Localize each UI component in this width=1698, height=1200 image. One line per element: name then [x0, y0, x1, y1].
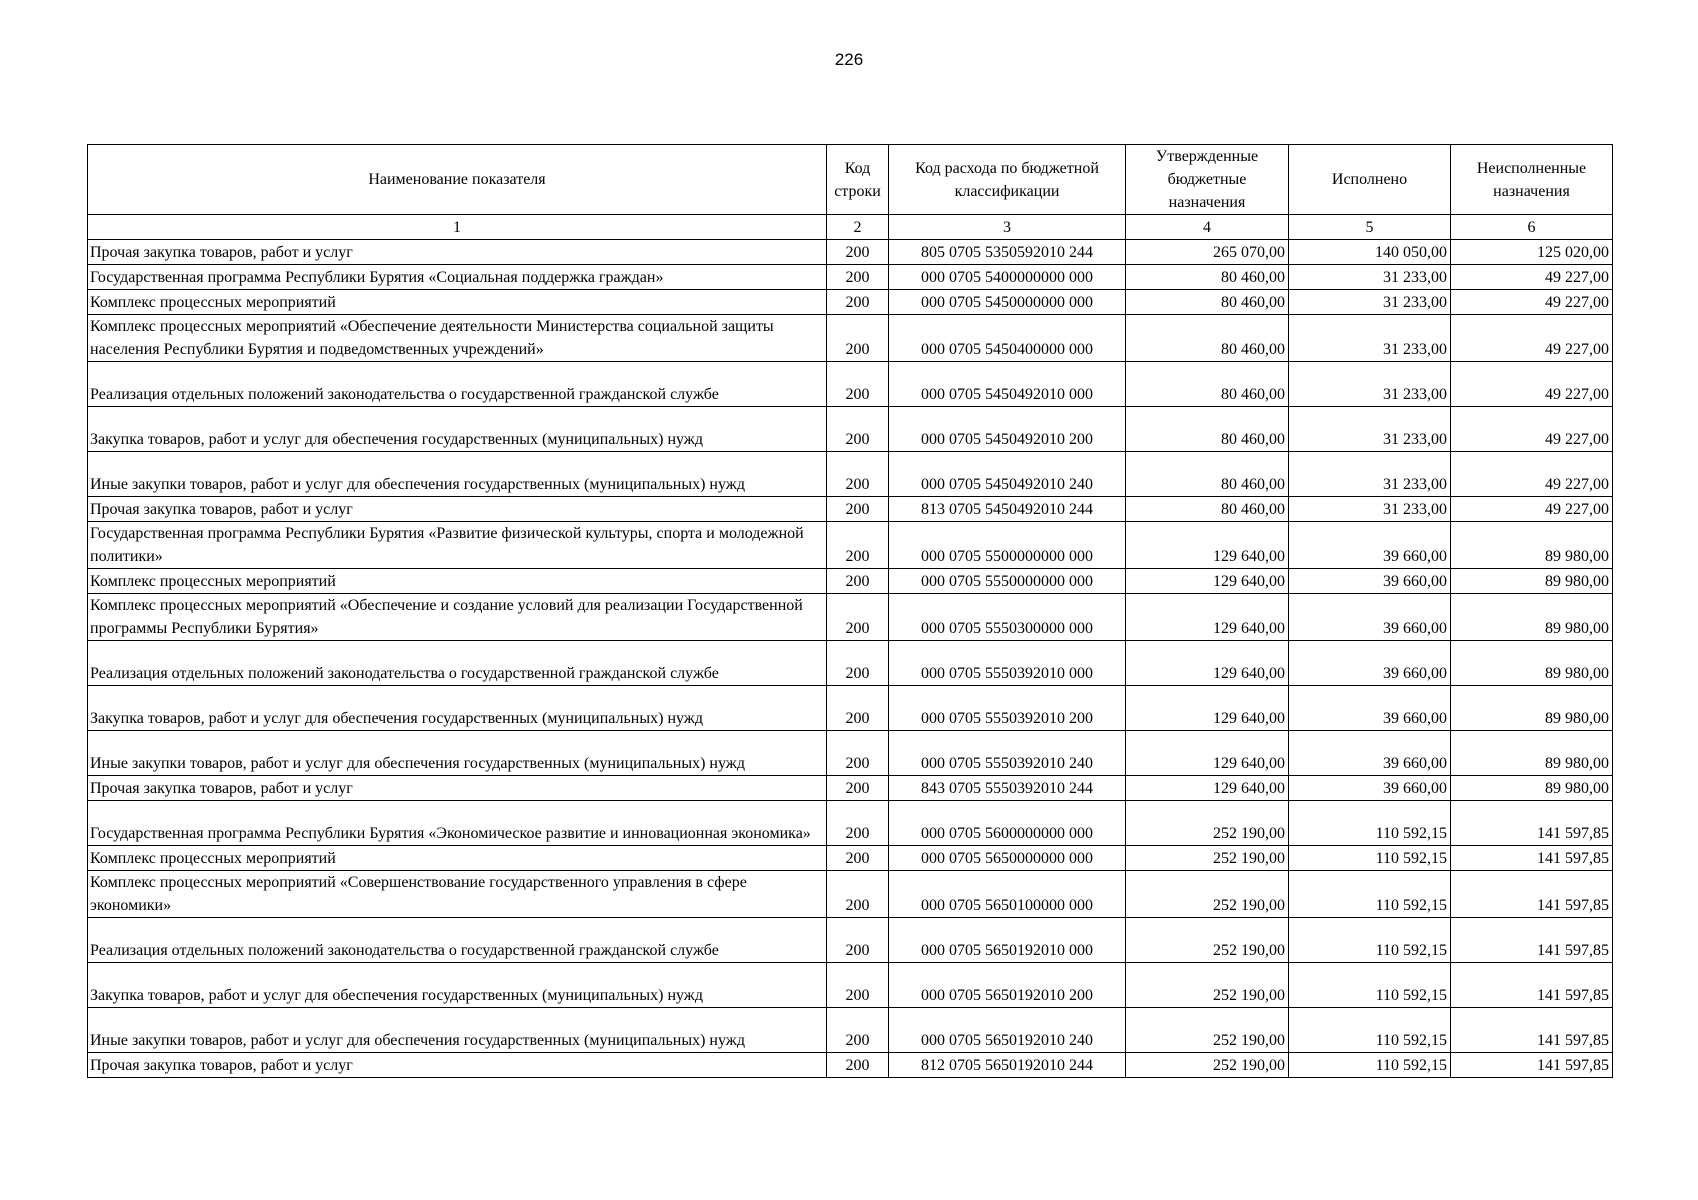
row-approved-amount: 129 640,00	[1126, 776, 1289, 801]
row-expense-code: 000 0705 5550392010 240	[889, 731, 1126, 776]
row-line-code: 200	[827, 522, 889, 569]
table-row	[88, 569, 1613, 594]
row-approved-amount: 252 190,00	[1126, 1008, 1289, 1053]
row-line-code: 200	[827, 871, 889, 918]
row-line-code: 200	[827, 594, 889, 641]
row-line-code: 200	[827, 801, 889, 846]
row-executed-amount: 31 233,00	[1289, 265, 1451, 290]
row-line-code: 200	[827, 918, 889, 963]
row-unexecuted-amount: 49 227,00	[1451, 290, 1613, 315]
row-approved-amount: 252 190,00	[1126, 871, 1289, 918]
table-row	[88, 290, 1613, 315]
row-expense-code: 000 0705 5650192010 000	[889, 918, 1126, 963]
row-unexecuted-amount: 49 227,00	[1451, 265, 1613, 290]
row-executed-amount: 110 592,15	[1289, 1053, 1451, 1078]
row-executed-amount: 110 592,15	[1289, 963, 1451, 1008]
row-line-code: 200	[827, 641, 889, 686]
table-row	[88, 594, 1613, 641]
header-indicator-name: Наименование показателя	[88, 145, 827, 215]
row-expense-code: 812 0705 5650192010 244	[889, 1053, 1126, 1078]
row-approved-amount: 80 460,00	[1126, 265, 1289, 290]
row-executed-amount: 110 592,15	[1289, 801, 1451, 846]
row-line-code: 200	[827, 963, 889, 1008]
row-expense-code: 000 0705 5550300000 000	[889, 594, 1126, 641]
row-indicator-name: Комплекс процессных мероприятий «Обеспечение деятельности Министерства социальной защиты населения Республики Бурятия и подведомственных учреждений»	[88, 315, 827, 362]
row-expense-code: 000 0705 5600000000 000	[889, 801, 1126, 846]
column-number: 5	[1289, 215, 1451, 240]
row-indicator-name: Иные закупки товаров, работ и услуг для обеспечения государственных (муниципальных) нужд	[88, 452, 827, 497]
column-number: 6	[1451, 215, 1613, 240]
row-indicator-name: Государственная программа Республики Бурятия «Экономическое развитие и инновационная экономика»	[88, 801, 827, 846]
table-body	[88, 240, 1613, 1078]
table-row	[88, 963, 1613, 1008]
table-row	[88, 497, 1613, 522]
row-indicator-name: Государственная программа Республики Бурятия «Развитие физической культуры, спорта и молодежной политики»	[88, 522, 827, 569]
row-indicator-name: Прочая закупка товаров, работ и услуг	[88, 497, 827, 522]
row-approved-amount: 129 640,00	[1126, 594, 1289, 641]
row-indicator-name: Прочая закупка товаров, работ и услуг	[88, 1053, 827, 1078]
row-indicator-name: Закупка товаров, работ и услуг для обеспечения государственных (муниципальных) нужд	[88, 407, 827, 452]
row-executed-amount: 39 660,00	[1289, 641, 1451, 686]
row-expense-code: 813 0705 5450492010 244	[889, 497, 1126, 522]
table-row	[88, 362, 1613, 407]
row-approved-amount: 80 460,00	[1126, 497, 1289, 522]
column-number: 1	[88, 215, 827, 240]
row-unexecuted-amount: 89 980,00	[1451, 569, 1613, 594]
row-executed-amount: 39 660,00	[1289, 594, 1451, 641]
row-expense-code: 000 0705 5650000000 000	[889, 846, 1126, 871]
row-approved-amount: 80 460,00	[1126, 290, 1289, 315]
row-indicator-name: Комплекс процессных мероприятий	[88, 290, 827, 315]
row-expense-code: 000 0705 5450400000 000	[889, 315, 1126, 362]
page-number: 226	[834, 50, 864, 69]
row-line-code: 200	[827, 846, 889, 871]
row-unexecuted-amount: 49 227,00	[1451, 497, 1613, 522]
row-executed-amount: 31 233,00	[1289, 407, 1451, 452]
row-unexecuted-amount: 89 980,00	[1451, 776, 1613, 801]
row-approved-amount: 252 190,00	[1126, 846, 1289, 871]
row-line-code: 200	[827, 731, 889, 776]
row-approved-amount: 129 640,00	[1126, 731, 1289, 776]
row-approved-amount: 252 190,00	[1126, 1053, 1289, 1078]
row-approved-amount: 252 190,00	[1126, 918, 1289, 963]
table-row	[88, 801, 1613, 846]
table-row	[88, 265, 1613, 290]
row-approved-amount: 80 460,00	[1126, 362, 1289, 407]
row-expense-code: 805 0705 5350592010 244	[889, 240, 1126, 265]
row-line-code: 200	[827, 407, 889, 452]
table-row	[88, 686, 1613, 731]
table-row	[88, 871, 1613, 918]
row-line-code: 200	[827, 362, 889, 407]
row-expense-code: 000 0705 5550000000 000	[889, 569, 1126, 594]
header-expense-code: Код расхода по бюджетной классификации	[889, 145, 1126, 215]
row-unexecuted-amount: 141 597,85	[1451, 1008, 1613, 1053]
column-number-row	[88, 215, 1613, 240]
row-expense-code: 000 0705 5400000000 000	[889, 265, 1126, 290]
row-line-code: 200	[827, 1008, 889, 1053]
row-executed-amount: 110 592,15	[1289, 1008, 1451, 1053]
row-executed-amount: 39 660,00	[1289, 731, 1451, 776]
header-line-code: Код строки	[827, 145, 889, 215]
row-expense-code: 000 0705 5650192010 240	[889, 1008, 1126, 1053]
row-executed-amount: 31 233,00	[1289, 497, 1451, 522]
row-approved-amount: 80 460,00	[1126, 315, 1289, 362]
table-row	[88, 452, 1613, 497]
budget-execution-table	[87, 144, 1613, 1078]
row-unexecuted-amount: 141 597,85	[1451, 963, 1613, 1008]
row-expense-code: 000 0705 5450492010 200	[889, 407, 1126, 452]
row-unexecuted-amount: 49 227,00	[1451, 452, 1613, 497]
column-number: 3	[889, 215, 1126, 240]
row-expense-code: 000 0705 5450492010 240	[889, 452, 1126, 497]
row-executed-amount: 31 233,00	[1289, 452, 1451, 497]
row-line-code: 200	[827, 569, 889, 594]
row-unexecuted-amount: 141 597,85	[1451, 801, 1613, 846]
row-unexecuted-amount: 141 597,85	[1451, 918, 1613, 963]
header-approved: Утвержденные бюджетные назначения	[1126, 145, 1289, 215]
row-indicator-name: Прочая закупка товаров, работ и услуг	[88, 240, 827, 265]
row-line-code: 200	[827, 240, 889, 265]
row-approved-amount: 80 460,00	[1126, 407, 1289, 452]
table-row	[88, 1008, 1613, 1053]
row-approved-amount: 129 640,00	[1126, 569, 1289, 594]
row-expense-code: 000 0705 5450000000 000	[889, 290, 1126, 315]
row-unexecuted-amount: 49 227,00	[1451, 315, 1613, 362]
row-approved-amount: 80 460,00	[1126, 452, 1289, 497]
row-executed-amount: 39 660,00	[1289, 522, 1451, 569]
table-row	[88, 407, 1613, 452]
row-unexecuted-amount: 89 980,00	[1451, 522, 1613, 569]
row-indicator-name: Реализация отдельных положений законодательства о государственной гражданской службе	[88, 362, 827, 407]
row-indicator-name: Закупка товаров, работ и услуг для обеспечения государственных (муниципальных) нужд	[88, 963, 827, 1008]
row-approved-amount: 265 070,00	[1126, 240, 1289, 265]
row-indicator-name: Прочая закупка товаров, работ и услуг	[88, 776, 827, 801]
table-row	[88, 918, 1613, 963]
header-executed: Исполнено	[1289, 145, 1451, 215]
table-row	[88, 846, 1613, 871]
row-executed-amount: 31 233,00	[1289, 290, 1451, 315]
row-unexecuted-amount: 49 227,00	[1451, 362, 1613, 407]
row-approved-amount: 252 190,00	[1126, 801, 1289, 846]
row-unexecuted-amount: 141 597,85	[1451, 871, 1613, 918]
row-unexecuted-amount: 141 597,85	[1451, 1053, 1613, 1078]
row-expense-code: 000 0705 5650100000 000	[889, 871, 1126, 918]
row-executed-amount: 140 050,00	[1289, 240, 1451, 265]
row-approved-amount: 252 190,00	[1126, 963, 1289, 1008]
table-row	[88, 641, 1613, 686]
row-executed-amount: 110 592,15	[1289, 846, 1451, 871]
row-indicator-name: Иные закупки товаров, работ и услуг для обеспечения государственных (муниципальных) нужд	[88, 731, 827, 776]
column-number: 4	[1126, 215, 1289, 240]
row-expense-code: 843 0705 5550392010 244	[889, 776, 1126, 801]
row-unexecuted-amount: 49 227,00	[1451, 407, 1613, 452]
row-unexecuted-amount: 89 980,00	[1451, 641, 1613, 686]
row-indicator-name: Комплекс процессных мероприятий «Обеспечение и создание условий для реализации Государственной программы Республики Бурятия»	[88, 594, 827, 641]
row-executed-amount: 110 592,15	[1289, 918, 1451, 963]
row-executed-amount: 31 233,00	[1289, 315, 1451, 362]
row-executed-amount: 31 233,00	[1289, 362, 1451, 407]
table-row	[88, 1053, 1613, 1078]
table-row	[88, 315, 1613, 362]
row-unexecuted-amount: 89 980,00	[1451, 594, 1613, 641]
row-expense-code: 000 0705 5550392010 200	[889, 686, 1126, 731]
row-line-code: 200	[827, 290, 889, 315]
row-executed-amount: 39 660,00	[1289, 686, 1451, 731]
row-expense-code: 000 0705 5650192010 200	[889, 963, 1126, 1008]
header-unexecuted: Неисполненные назначения	[1451, 145, 1613, 215]
row-expense-code: 000 0705 5500000000 000	[889, 522, 1126, 569]
row-executed-amount: 110 592,15	[1289, 871, 1451, 918]
row-unexecuted-amount: 89 980,00	[1451, 686, 1613, 731]
row-indicator-name: Комплекс процессных мероприятий	[88, 846, 827, 871]
table-row	[88, 731, 1613, 776]
row-indicator-name: Закупка товаров, работ и услуг для обеспечения государственных (муниципальных) нужд	[88, 686, 827, 731]
row-line-code: 200	[827, 452, 889, 497]
row-unexecuted-amount: 141 597,85	[1451, 846, 1613, 871]
row-line-code: 200	[827, 497, 889, 522]
row-line-code: 200	[827, 315, 889, 362]
row-line-code: 200	[827, 265, 889, 290]
row-indicator-name: Государственная программа Республики Бурятия «Социальная поддержка граждан»	[88, 265, 827, 290]
row-line-code: 200	[827, 686, 889, 731]
row-indicator-name: Комплекс процессных мероприятий «Совершенствование государственного управления в сфере экономики»	[88, 871, 827, 918]
row-unexecuted-amount: 125 020,00	[1451, 240, 1613, 265]
table-row	[88, 240, 1613, 265]
row-indicator-name: Комплекс процессных мероприятий	[88, 569, 827, 594]
table-row	[88, 776, 1613, 801]
row-unexecuted-amount: 89 980,00	[1451, 731, 1613, 776]
column-number: 2	[827, 215, 889, 240]
row-approved-amount: 129 640,00	[1126, 686, 1289, 731]
row-indicator-name: Реализация отдельных положений законодательства о государственной гражданской службе	[88, 918, 827, 963]
table-row	[88, 522, 1613, 569]
row-executed-amount: 39 660,00	[1289, 776, 1451, 801]
row-indicator-name: Реализация отдельных положений законодательства о государственной гражданской службе	[88, 641, 827, 686]
row-indicator-name: Иные закупки товаров, работ и услуг для обеспечения государственных (муниципальных) нужд	[88, 1008, 827, 1053]
row-line-code: 200	[827, 1053, 889, 1078]
row-expense-code: 000 0705 5450492010 000	[889, 362, 1126, 407]
row-line-code: 200	[827, 776, 889, 801]
row-expense-code: 000 0705 5550392010 000	[889, 641, 1126, 686]
row-executed-amount: 39 660,00	[1289, 569, 1451, 594]
row-approved-amount: 129 640,00	[1126, 522, 1289, 569]
row-approved-amount: 129 640,00	[1126, 641, 1289, 686]
header-row	[88, 145, 1613, 215]
